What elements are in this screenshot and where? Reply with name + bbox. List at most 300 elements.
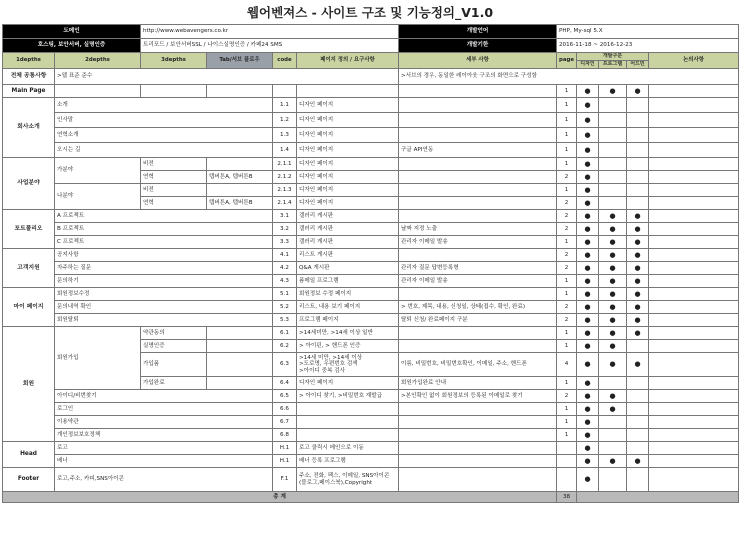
tab-cell (207, 158, 273, 171)
design-dot: ● (577, 340, 599, 353)
depth2-cell: 이용약관 (55, 416, 273, 429)
discuss-cell (649, 429, 739, 442)
admin-dot (627, 171, 649, 184)
design-dot: ● (577, 223, 599, 236)
page-count: 2 (557, 210, 577, 223)
program-dot: ● (599, 85, 627, 98)
program-dot (599, 429, 627, 442)
discuss-cell (649, 197, 739, 210)
depth2-cell: 자주하는 질문 (55, 262, 273, 275)
discuss-cell (649, 171, 739, 184)
depth3-cell: 실명인증 (141, 340, 207, 353)
page-count: 2 (557, 223, 577, 236)
depth2-cell: 로그인 (55, 403, 273, 416)
depth2-cell: 가분야 (55, 158, 141, 184)
design-dot: ● (577, 403, 599, 416)
code-cell: 6.8 (273, 429, 297, 442)
code-cell: 2.1.1 (273, 158, 297, 171)
table-row (3, 143, 739, 158)
design-dot: ● (577, 262, 599, 275)
code-cell: F.1 (273, 468, 297, 492)
design-dot: ● (577, 275, 599, 288)
tab-cell: 탭버튼A, 탭버튼B (207, 197, 273, 210)
header-discuss: 논의사항 (649, 53, 739, 69)
mainpage-label: Main Page (3, 85, 55, 98)
page-def-cell (297, 416, 399, 429)
code-cell: 6.2 (273, 340, 297, 353)
tab-cell (207, 184, 273, 197)
period-value: 2016-11-18 ~ 2016-12-23 (557, 39, 739, 53)
detail-cell (399, 442, 557, 455)
table-row (3, 390, 739, 403)
tab-cell (207, 327, 273, 340)
detail-cell: 날짜 지정 노출 (399, 223, 557, 236)
spec-table (2, 24, 739, 503)
discuss-cell (649, 403, 739, 416)
page-def-cell: Q&A 게시판 (297, 262, 399, 275)
code-cell: 5.3 (273, 314, 297, 327)
admin-dot (627, 197, 649, 210)
tab-cell (207, 353, 273, 377)
code-cell: 5.1 (273, 288, 297, 301)
page-count: 2 (557, 262, 577, 275)
admin-dot: ● (627, 85, 649, 98)
detail-cell (399, 128, 557, 143)
admin-dot (627, 429, 649, 442)
design-dot: ● (577, 390, 599, 403)
design-dot: ● (577, 455, 599, 468)
info-row-host (3, 39, 739, 53)
page-def-cell: 주소, 전화, 팩스, 이메일, SNS아이콘(블로그,페이스북),Copyright (297, 468, 399, 492)
discuss-cell (649, 262, 739, 275)
admin-dot (627, 377, 649, 390)
depth2-cell: 오시는 길 (55, 143, 273, 158)
depth2-cell: 나분야 (55, 184, 141, 210)
page-def-cell: 디자인 페이지 (297, 113, 399, 128)
page-count: 1 (557, 113, 577, 128)
program-dot (599, 377, 627, 390)
program-dot (599, 98, 627, 113)
program-dot (599, 416, 627, 429)
detail-cell (399, 429, 557, 442)
admin-dot (627, 403, 649, 416)
program-dot: ● (599, 403, 627, 416)
table-row (3, 128, 739, 143)
page-def-cell (297, 403, 399, 416)
page-def-cell: 로고 클릭시 메인으로 이동 (297, 442, 399, 455)
depth2-cell: 문의내역 확인 (55, 301, 273, 314)
page-count: 1 (557, 128, 577, 143)
section-about: 회사소개 (3, 98, 55, 158)
page-count: 2 (557, 390, 577, 403)
page-count: 2 (557, 171, 577, 184)
admin-dot (627, 442, 649, 455)
domain-value: http://www.webavengers.co.kr (141, 25, 399, 39)
detail-cell (399, 327, 557, 340)
code-cell: 6.3 (273, 353, 297, 377)
section-footer: Footer (3, 468, 55, 492)
design-dot: ● (577, 249, 599, 262)
document-title: 웹어벤져스 - 사이트 구조 및 기능정의_V1.0 (246, 5, 494, 20)
page-count: 1 (557, 236, 577, 249)
discuss-cell (649, 249, 739, 262)
code-cell: 3.2 (273, 223, 297, 236)
page-def-cell: >14세 미만, >14세 이상 >도로명, 우편번호 검색 >아이디 중복 검사 (297, 353, 399, 377)
depth2-cell: 공지사항 (55, 249, 273, 262)
detail-cell (399, 197, 557, 210)
design-dot: ● (577, 416, 599, 429)
header-dev-type: 개발구분 (577, 53, 649, 61)
discuss-cell (649, 113, 739, 128)
page-count: 1 (557, 158, 577, 171)
design-dot: ● (577, 314, 599, 327)
detail-cell (399, 455, 557, 468)
design-dot: ● (577, 288, 599, 301)
discuss-cell (649, 143, 739, 158)
page-def-cell: 갤러리 게시판 (297, 210, 399, 223)
table-row (3, 113, 739, 128)
code-cell: 6.6 (273, 403, 297, 416)
page-count: 1 (557, 98, 577, 113)
program-dot: ● (599, 275, 627, 288)
host-value: 트리포드 / 보안서버SSL / 나이스실명인증 / 카페24 SMS (141, 39, 399, 53)
detail-cell (399, 288, 557, 301)
header-admin: 어드민 (627, 61, 649, 69)
page-count: 2 (557, 197, 577, 210)
program-dot (599, 442, 627, 455)
program-dot: ● (599, 223, 627, 236)
depth2-cell: 개인정보보호정책 (55, 429, 273, 442)
design-dot: ● (577, 158, 599, 171)
admin-dot (627, 390, 649, 403)
page-count: 2 (557, 249, 577, 262)
table-row (3, 158, 739, 171)
total-value: 38 (557, 492, 577, 503)
discuss-cell (649, 98, 739, 113)
code-cell: H.1 (273, 442, 297, 455)
section-mypage: 마이 페이지 (3, 288, 55, 327)
program-dot: ● (599, 210, 627, 223)
discuss-cell (649, 353, 739, 377)
depth2-cell: 소개 (55, 98, 273, 113)
discuss-cell (649, 314, 739, 327)
program-dot (599, 184, 627, 197)
discuss-cell (649, 377, 739, 390)
page-def-cell: 배너 등록 프로그램 (297, 455, 399, 468)
total-row (3, 492, 739, 503)
program-dot (599, 197, 627, 210)
tab-cell (207, 377, 273, 390)
admin-dot: ● (627, 223, 649, 236)
page-def-cell: > 아이핀, > 핸드폰 인증 (297, 340, 399, 353)
domain-label: 도메인 (3, 25, 141, 39)
discuss-cell (649, 288, 739, 301)
program-dot: ● (599, 353, 627, 377)
design-dot: ● (577, 85, 599, 98)
page-count: 1 (557, 340, 577, 353)
detail-cell (399, 468, 557, 492)
admin-dot: ● (627, 262, 649, 275)
discuss-cell (649, 275, 739, 288)
page-def-cell: 디자인 페이지 (297, 377, 399, 390)
design-dot: ● (577, 442, 599, 455)
code-cell: 1.4 (273, 143, 297, 158)
program-dot (599, 128, 627, 143)
discuss-cell (649, 158, 739, 171)
section-head: Head (3, 442, 55, 468)
discuss-cell (649, 327, 739, 340)
discuss-cell (649, 455, 739, 468)
table-row (3, 429, 739, 442)
depth3-cell: 비전 (141, 184, 207, 197)
depth2-cell: 회원탈퇴 (55, 314, 273, 327)
page-def-cell: 갤러리 게시판 (297, 223, 399, 236)
section-member: 회원 (3, 327, 55, 442)
detail-cell: 관리자 이메일 발송 (399, 236, 557, 249)
design-dot: ● (577, 171, 599, 184)
table-row (3, 288, 739, 301)
design-dot: ● (577, 236, 599, 249)
header-design: 디자인 (577, 61, 599, 69)
table-row (3, 236, 739, 249)
header-page-count: page (557, 53, 577, 69)
admin-dot: ● (627, 455, 649, 468)
page-count: 1 (557, 275, 577, 288)
page-def-cell (297, 429, 399, 442)
period-label: 개발기한 (399, 39, 557, 53)
detail-cell (399, 340, 557, 353)
design-dot: ● (577, 113, 599, 128)
admin-dot (627, 468, 649, 492)
table-row (3, 416, 739, 429)
header-tab: Tab/서브 플로우 (207, 53, 273, 69)
depth3-cell: 연혁 (141, 171, 207, 184)
depth3-cell: 연혁 (141, 197, 207, 210)
design-dot: ● (577, 327, 599, 340)
discuss-cell (649, 223, 739, 236)
code-cell: 5.2 (273, 301, 297, 314)
detail-cell: 관리자 이메일 발송 (399, 275, 557, 288)
program-dot (599, 468, 627, 492)
depth2-cell: 회원가입 (55, 327, 141, 390)
table-row (3, 455, 739, 468)
common-label: 전체 공통사항 (3, 69, 55, 85)
admin-dot: ● (627, 353, 649, 377)
section-business: 사업분야 (3, 158, 55, 210)
admin-dot: ● (627, 314, 649, 327)
admin-dot (627, 416, 649, 429)
admin-dot: ● (627, 301, 649, 314)
table-row (3, 275, 739, 288)
code-cell: 1.2 (273, 113, 297, 128)
depth2-cell: B 프로젝트 (55, 223, 273, 236)
page-def-cell: >14세미만, >14세 이상 일반 (297, 327, 399, 340)
page-count: 1 (557, 377, 577, 390)
program-dot: ● (599, 340, 627, 353)
code-cell: 4.1 (273, 249, 297, 262)
program-dot: ● (599, 262, 627, 275)
admin-dot: ● (627, 275, 649, 288)
admin-dot (627, 98, 649, 113)
page-def-cell: 디자인 페이지 (297, 171, 399, 184)
page-def-cell: 디자인 페이지 (297, 98, 399, 113)
depth2-cell: 로고,주소, 카피,SNS아이콘 (55, 468, 273, 492)
code-cell: 3.3 (273, 236, 297, 249)
code-cell: 2.1.3 (273, 184, 297, 197)
detail-cell (399, 249, 557, 262)
common-row (3, 69, 739, 85)
design-dot: ● (577, 184, 599, 197)
admin-dot (627, 143, 649, 158)
program-dot: ● (599, 455, 627, 468)
total-blank (577, 492, 739, 503)
depth2-cell: A 프로젝트 (55, 210, 273, 223)
discuss-cell (649, 236, 739, 249)
page-def-cell: 디자인 페이지 (297, 158, 399, 171)
admin-dot (627, 158, 649, 171)
header-row (3, 53, 739, 61)
code-cell: 3.1 (273, 210, 297, 223)
depth2-cell: 문의하기 (55, 275, 273, 288)
program-dot (599, 158, 627, 171)
design-dot: ● (577, 197, 599, 210)
page-count (557, 442, 577, 455)
design-dot: ● (577, 377, 599, 390)
detail-cell: > 번호, 제목, 내용, 신청일, 상태(접수, 확인, 완료) (399, 301, 557, 314)
table-row (3, 327, 739, 340)
code-cell: 4.2 (273, 262, 297, 275)
page-count (557, 455, 577, 468)
design-dot: ● (577, 143, 599, 158)
detail-cell (399, 210, 557, 223)
total-label: 총 계 (3, 492, 557, 503)
depth2-cell: 인사말 (55, 113, 273, 128)
table-row (3, 262, 739, 275)
detail-cell: 탈퇴 신청/ 완료페이지 구분 (399, 314, 557, 327)
table-row (3, 210, 739, 223)
depth2-cell: 아이디/비번찾기 (55, 390, 273, 403)
discuss-cell (649, 210, 739, 223)
detail-cell: 회원가입완료 안내 (399, 377, 557, 390)
header-detail: 세부 사항 (399, 53, 557, 69)
host-label: 호스팅, 보안서버, 실명인증 (3, 39, 141, 53)
design-dot: ● (577, 301, 599, 314)
program-dot: ● (599, 327, 627, 340)
page-count: 4 (557, 353, 577, 377)
discuss-cell (649, 340, 739, 353)
table-row (3, 223, 739, 236)
design-dot: ● (577, 98, 599, 113)
admin-dot (627, 184, 649, 197)
lang-value: PHP, My-sql 5.X (557, 25, 739, 39)
design-dot: ● (577, 468, 599, 492)
admin-dot (627, 128, 649, 143)
page-def-cell: 디자인 페이지 (297, 128, 399, 143)
admin-dot: ● (627, 236, 649, 249)
detail-cell (399, 416, 557, 429)
page-def-cell: > 아이디 찾기, >비밀번호 재발급 (297, 390, 399, 403)
page-count: 1 (557, 403, 577, 416)
depth2-cell: 로고 (55, 442, 273, 455)
discuss-cell (649, 184, 739, 197)
header-3depths: 3depths (141, 53, 207, 69)
page-def-cell: 프로그램 페이지 (297, 314, 399, 327)
depth2-cell: 배너 (55, 455, 273, 468)
section-support: 고객지원 (3, 249, 55, 288)
program-dot (599, 171, 627, 184)
page-def-cell: 갤러리 게시판 (297, 236, 399, 249)
mainpage-row (3, 85, 739, 98)
depth2-cell: 회원정보수정 (55, 288, 273, 301)
header-code: code (273, 53, 297, 69)
depth2-cell: C 프로젝트 (55, 236, 273, 249)
program-dot: ● (599, 288, 627, 301)
admin-dot: ● (627, 327, 649, 340)
page-def-cell: 폼메일 프로그램 (297, 275, 399, 288)
detail-cell (399, 158, 557, 171)
depth2-cell: 연혁소개 (55, 128, 273, 143)
admin-dot: ● (627, 210, 649, 223)
page-count: 1 (557, 288, 577, 301)
page-def-cell: 디자인 페이지 (297, 143, 399, 158)
design-dot: ● (577, 353, 599, 377)
discuss-cell (649, 301, 739, 314)
program-dot: ● (599, 236, 627, 249)
program-dot: ● (599, 390, 627, 403)
header-program: 프로그램 (599, 61, 627, 69)
code-cell: 6.5 (273, 390, 297, 403)
discuss-cell (649, 390, 739, 403)
lang-label: 개발언어 (399, 25, 557, 39)
page-count: 1 (557, 85, 577, 98)
info-row-domain (3, 25, 739, 39)
common-standard: >웹 표준 준수 (55, 69, 399, 85)
table-row (3, 403, 739, 416)
table-row (3, 249, 739, 262)
section-portfolio: 포트폴리오 (3, 210, 55, 249)
admin-dot (627, 340, 649, 353)
table-row (3, 314, 739, 327)
page-def-cell: 리스트 게시판 (297, 249, 399, 262)
page-count: 1 (557, 429, 577, 442)
code-cell: 1.3 (273, 128, 297, 143)
page-count: 1 (557, 327, 577, 340)
detail-cell (399, 113, 557, 128)
table-row (3, 468, 739, 492)
page-def-cell: 디자인 페이지 (297, 197, 399, 210)
tab-cell: 탭버튼A, 탭버튼B (207, 171, 273, 184)
code-cell: 6.4 (273, 377, 297, 390)
code-cell: 1.1 (273, 98, 297, 113)
discuss-cell (649, 442, 739, 455)
page-count: 1 (557, 143, 577, 158)
detail-cell (399, 98, 557, 113)
depth3-cell: 비전 (141, 158, 207, 171)
code-cell: 6.1 (273, 327, 297, 340)
detail-cell: 구글 API연동 (399, 143, 557, 158)
detail-cell (399, 184, 557, 197)
discuss-cell (649, 128, 739, 143)
header-1depths: 1depths (3, 53, 55, 69)
detail-cell: 관리자 질문 답변등록형 (399, 262, 557, 275)
table-row (3, 98, 739, 113)
program-dot (599, 113, 627, 128)
design-dot: ● (577, 429, 599, 442)
program-dot (599, 143, 627, 158)
program-dot: ● (599, 301, 627, 314)
header-2depths: 2depths (55, 53, 141, 69)
page-count: 1 (557, 184, 577, 197)
